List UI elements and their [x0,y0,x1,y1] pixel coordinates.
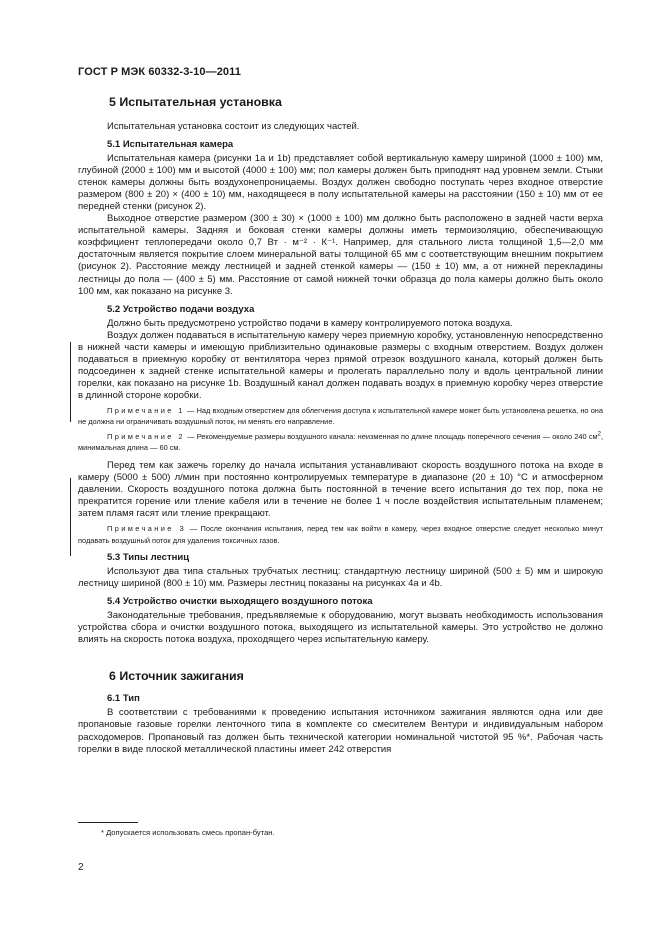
subsection-5-3-heading: 5.3 Типы лестниц [107,552,190,564]
paragraph: Выходное отверстие размером (300 ± 30) × (1000 ± 100) мм должно быть расположено в задней части верха испытательной камеры. Задняя и боковая стенки камеры должны иметь термоизоляцию, обеспечивающую коэффициент теплопередачи около 0,7 Вт · м⁻² · К⁻¹. Например, для стального листа толщиной 1,5—2,0 мм достаточным является покрытие слоем минеральной ваты толщиной 65 мм с соответствующим внешним покрытием (рисунок 2). Расстояние между лестницей и задней стенкой камеры — (150 ± 10) мм, а от нижней перекладины лестницы до пола — (400 ± 5) мм. Расстояние от самой нижней точки образца до пола камеры должно быть около 100 мм, как показано на рисунке 3. [78,213,603,297]
section-5-intro: Испытательная установка состоит из следующих частей. [107,121,360,132]
footnote: * Допускается использовать смесь пропан-бутан. [101,828,275,837]
superscript: 2 [597,431,601,438]
note-text: — После окончания испытания, перед тем как войти в камеру, через входное отверстие следует несколько минут подавать воздушный поток для удаления токсичных газов. [78,524,603,545]
revision-bar [70,342,71,422]
note-2 [78,431,603,454]
document-body [78,94,603,756]
paragraph: Испытательная камера (рисунки 1a и 1b) представляет собой вертикальную камеру шириной (1000 ± 100) мм, глубиной (2000 ± 100) мм и высотой (4000 ± 100) мм; пол камеры должен быть приподнят над уровнем земли. Стыки стенок камеры должны быть воздухонепроницаемы. Воздух должен свободно поступать через входное отверстие размером (800 ± 20) × (400 ± 10) мм, находящееся в полу испытательной камеры на расстоянии (150 ± 10) мм от ее передней стенки (рисунок 2). [78,153,603,213]
subsection-5-4-heading: 5.4 Устройство очистки выходящего воздушного потока [107,596,373,608]
paragraph: В соответствии с требованиями к проведению испытания источником зажигания являются одна или две пропановые газовые горелки ленточного типа в комплекте со смесителем Вентури и индивидуальным набором расходомеров. Пропановый газ должен быть технической категории номинальной чистотой 95 %*. Рабочая часть горелки в виде плоской металлической пластины имеет 242 отверстия [78,707,603,755]
footnote-rule [78,822,138,823]
subsection-5-1-heading: 5.1 Испытательная камера [107,139,234,151]
section-6-heading: 6 Источник зажигания [109,669,244,684]
paragraph: Перед тем как зажечь горелку до начала испытания устанавливают скорость воздушного потока на входе в камеру (5000 ± 500) л/мин при постоянно контролируемых температуре в диапазоне (20 ± 10) °C и атмосферном давлении. Скорость воздушного потока должна быть постоянной в течение всего испытания до тех пор, пока не прекратится горение или тление кабеля или в течение не более 1 ч после воздействия испытательным пламенем; затем пламя гасят или тление прекращают. [78,459,603,520]
paragraph: Законодательные требования, предъявляемые к оборудованию, могут вызвать необходимость использования устройства сбора и очистки воздушного потока, выходящего из испытательной камеры. Это устройство не должно влиять на скорость потока воздуха, проходящего через испытательную камеру. [78,610,603,646]
note-text: — Над входным отверстием для облегчения доступа к испытательной камере может быть установлена решетка, но она не должна ни ограничивать воздушный поток, ни менять его направление. [78,405,603,427]
revision-bar [70,478,71,556]
paragraph: Должно быть предусмотрено устройство подачи в камеру контролируемого потока воздуха. [107,317,513,329]
note-label: Примечание 2 [107,431,185,441]
page-header: ГОСТ Р МЭК 60332-3-10—2011 [78,66,241,78]
note-1 [78,405,603,428]
note-text: — Рекомендуемые размеры воздушного канала: неизменная по длине площадь поперечного сечения — около 240 см [184,431,598,441]
subsection-5-2-heading: 5.2 Устройство подачи воздуха [107,303,255,315]
note-label: Примечание 1 [107,405,185,415]
note-text: , минимальная длина — 60 см. [78,431,603,453]
paragraph: Воздух должен подаваться в испытательную камеру через приемную коробку, установленную непосредственно в нижней части камеры и имеющую приблизительно одинаковые размеры с входным отверстием. Воздух должен подаваться в приемную коробку от вентилятора через прямой отрезок воздушного канала, который должен быть подсоединен к задней стенке испытательной камеры и пролегать параллельно полу и вдоль центральной линии горелки, как показано на рисунке 1b. Воздушный канал должен подавать воздух в приемную коробку через отверстие в длинной стороне коробки. [78,329,603,401]
paragraph: Используют два типа стальных трубчатых лестниц: стандартную лестницу шириной (500 ± 5) мм и широкую лестницу шириной (800 ± 10) мм. Размеры лестниц показаны на рисунках 4a и 4b. [78,566,603,590]
page-number: 2 [78,862,84,873]
note-label: Примечание 3 [107,524,187,534]
section-5-heading: 5 Испытательная установка [109,95,282,109]
subsection-6-1-heading: 6.1 Тип [107,693,140,705]
note-3 [78,523,603,546]
